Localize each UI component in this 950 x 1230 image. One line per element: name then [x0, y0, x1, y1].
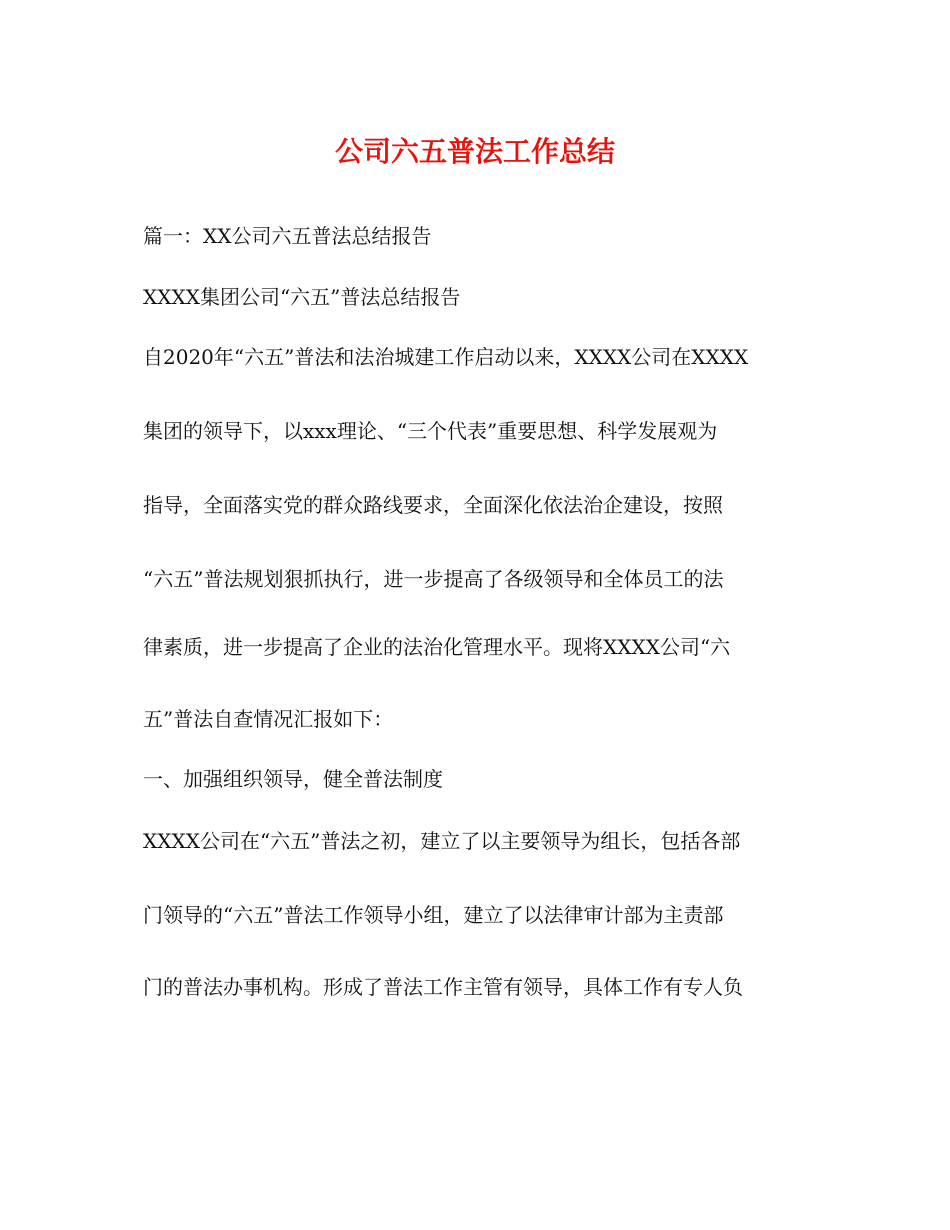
text-line: XXXX集团公司“六五”普法总结报告	[143, 285, 461, 309]
text-line: “六五”普法规划狠抓执行，进一步提高了各级领导和全体员工的法	[143, 567, 724, 591]
document-title: 公司六五普法工作总结	[334, 135, 615, 168]
text-line: 集团的领导下，以xxx理论、“三个代表”重要思想、科学发展观为	[143, 419, 718, 443]
text-line: XXXX公司在“六五”普法之初，建立了以主要领导为组长，包括各部	[143, 829, 741, 853]
text-line: 门的普法办事机构。形成了普法工作主管有领导，具体工作有专人负	[143, 975, 743, 999]
text-line: 指导，全面落实党的群众路线要求，全面深化依法治企建设，按照	[143, 493, 723, 517]
text-line: 篇一：XX公司六五普法总结报告	[143, 224, 432, 248]
text-line: 门领导的“六五”普法工作领导小组，建立了以法律审计部为主责部	[143, 903, 724, 927]
section-heading: 一、加强组织领导，健全普法制度	[143, 767, 443, 791]
text-line: 律素质，进一步提高了企业的法治化管理水平。现将XXXX公司“六	[143, 635, 731, 659]
text-line: 五”普法自查情况汇报如下：	[143, 707, 394, 731]
text-line: 自2020年“六五”普法和法治城建工作启动以来，XXXX公司在XXXX	[143, 345, 749, 369]
